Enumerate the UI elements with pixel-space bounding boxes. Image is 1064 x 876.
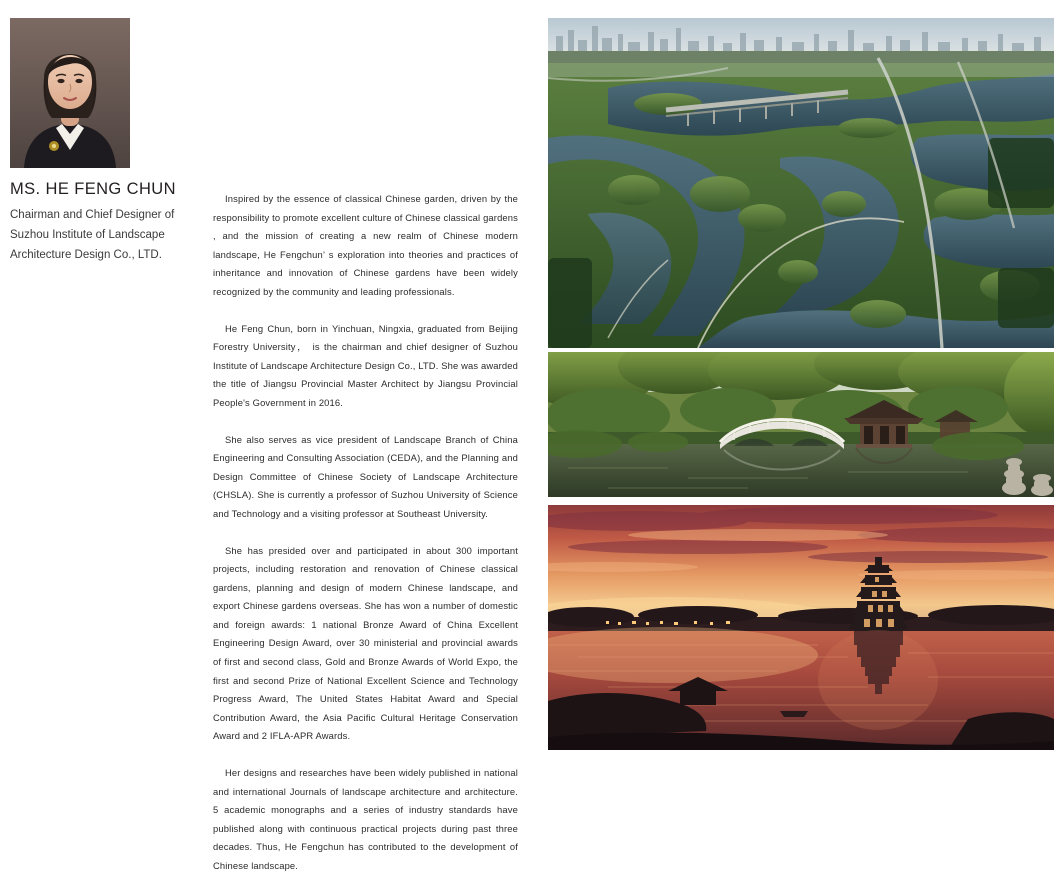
person-subtitle <box>10 205 190 265</box>
portrait-block <box>10 18 130 168</box>
photo-classical-garden-bridge <box>548 352 1054 497</box>
biography-text <box>213 190 518 876</box>
bio-paragraph: She has presided over and participated in about 300 important projects, including restoration and renovation of Chinese classical gardens, planning and design of modern Chinese landscape, and export Chinese gardens overseas. She has won a number of domestic and foreign awards: 1 national Bronze Award of China Excellent Engineering Design Award, over 30 ministerial and provincial awards of first and second class, Gold and Bronze Awards of World Expo, the first and second Prize of National Excellent Science and Technology Progress Award, The United States Habitat Award and Special Contribution Award, the Asia Pacific Cultural Heritage Conservation Award and 2 IFLA-APR Awards. <box>213 544 518 742</box>
bio-paragraph: She also serves as vice president of Landscape Branch of China Engineering and Consulting Association (CEDA), and the Planning and Design Committee of Chinese Society of Landscape Architecture (CHSLA). She is currently a professor of Suzhou University of Science and Technology and a visiting professor at Southeast University. <box>213 433 518 519</box>
person-subtitle-line1: Chairman and Chief Designer of <box>10 209 175 221</box>
portrait-photo <box>10 18 130 168</box>
page-title: MS. HE FENG CHUN <box>10 180 176 198</box>
bio-paragraph: Her designs and researches have been widely published in national and international Journals of landscape architecture and architecture. 5 academic monographs and a series of industry standards have published along with continuous practical projects during past three decades. Thus, He Fengchun has contributed to the development of Chinese landscape. <box>213 767 518 871</box>
bio-paragraph: He Feng Chun, born in Yinchuan, Ningxia, graduated from Beijing Forestry University， is the chairman and chief designer of Suzhou Institute of Landscape Architecture Design Co., LTD. She was awarded the title of Jiangsu Provincial Master Architect by Jiangsu Provincial People's Government in 2016. <box>213 322 518 408</box>
person-subtitle-line2: Suzhou Institute of Landscape <box>10 229 165 241</box>
photo-aerial-wetland-park <box>548 18 1054 348</box>
photo-pagoda-sunset-lake <box>548 505 1054 750</box>
bio-paragraph: Inspired by the essence of classical Chinese garden, driven by the responsibility to promote excellent culture of Chinese classical gardens , and the mission of creating a new realm of Chinese modern landscape, He Fengchun’ s exploration into theories and practices of inheritance and innovation of Chinese gardens have been widely recognized by the community and leading professionals. <box>213 193 518 297</box>
person-subtitle-line3: Architecture Design Co., LTD. <box>10 249 162 261</box>
